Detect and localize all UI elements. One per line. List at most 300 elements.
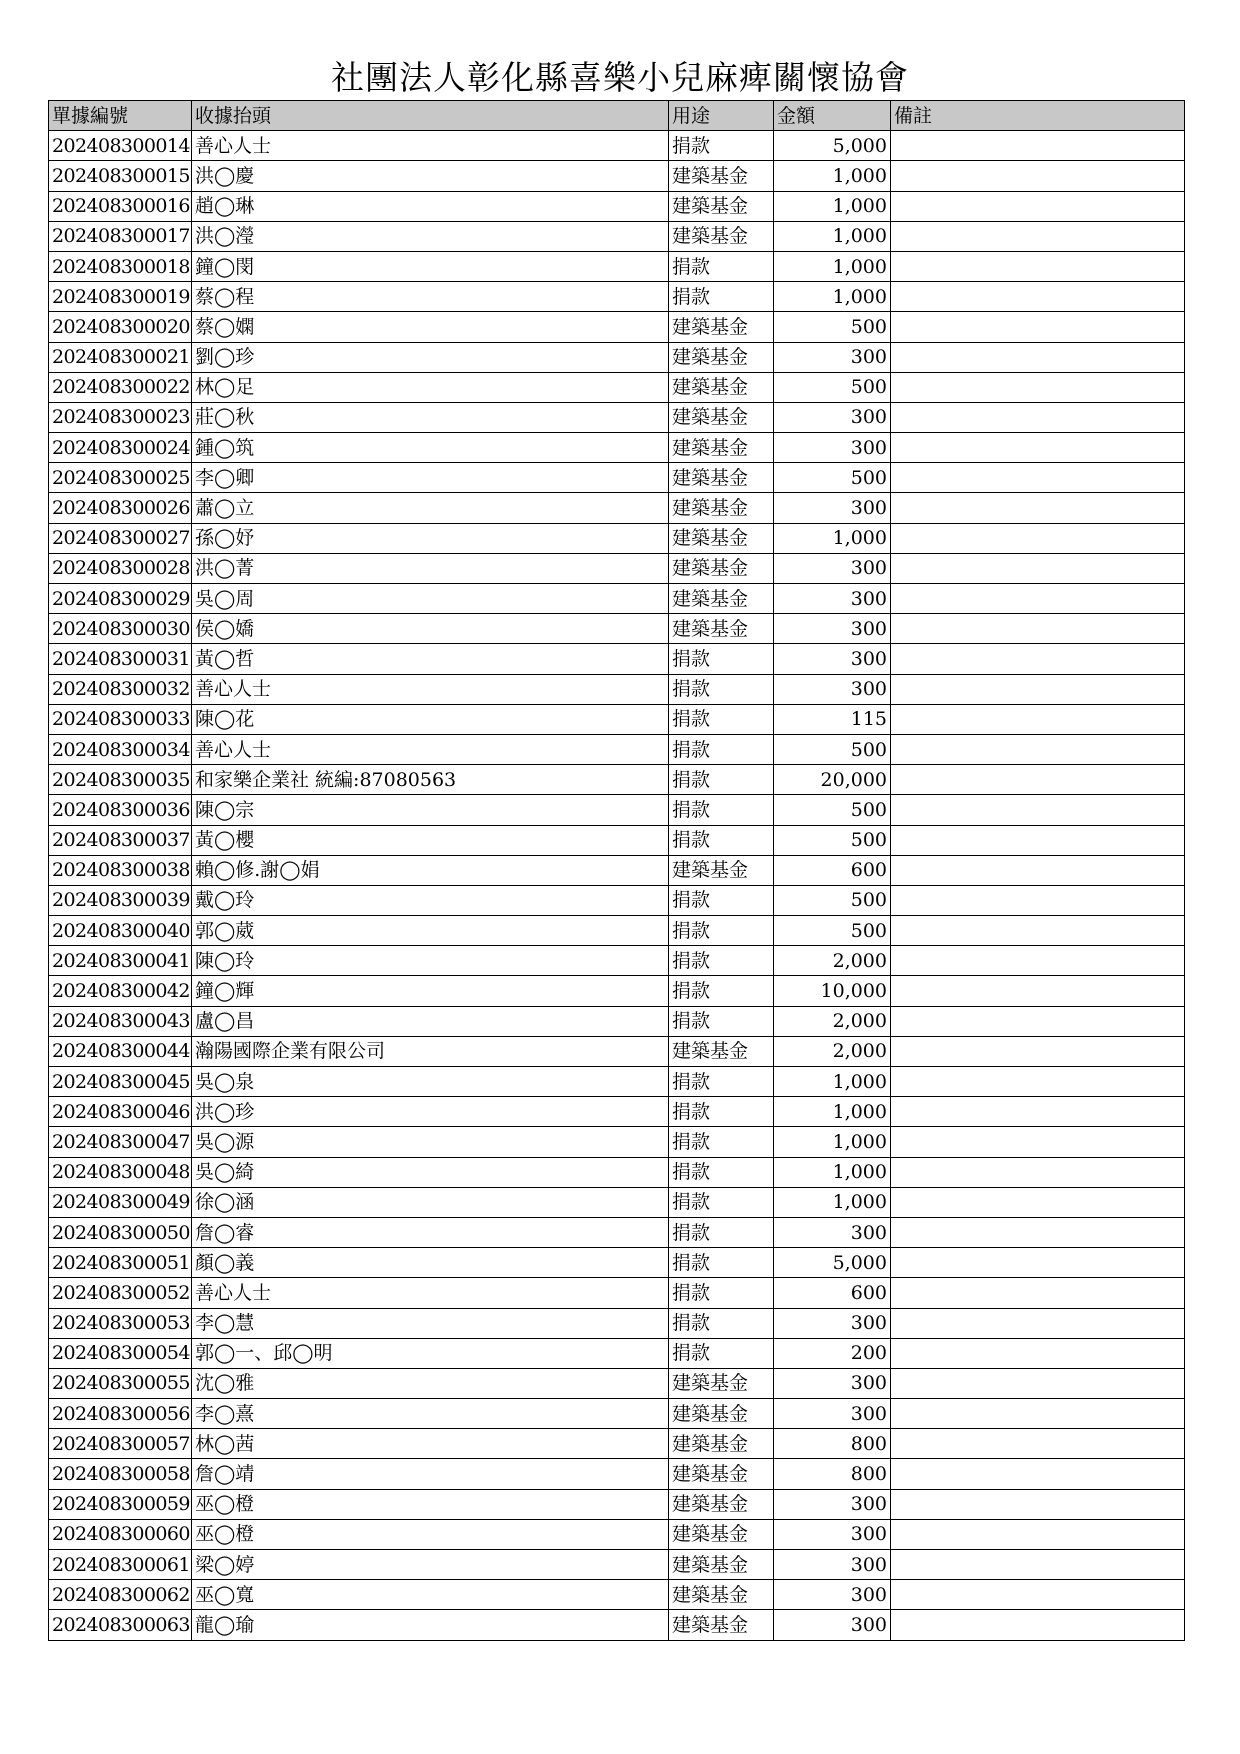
purpose-cell: 建築基金 <box>669 1489 774 1519</box>
table-row <box>49 312 1185 342</box>
remark-cell <box>891 1580 1185 1610</box>
remark-cell <box>891 282 1185 312</box>
table-row <box>49 1127 1185 1157</box>
table-row <box>49 765 1185 795</box>
purpose-cell: 建築基金 <box>669 402 774 432</box>
payer-cell: 洪◯菁 <box>192 553 669 583</box>
table-row <box>49 1308 1185 1338</box>
purpose-cell: 建築基金 <box>669 584 774 614</box>
receipt-no-cell: 202408300020 <box>49 312 192 342</box>
amount-cell: 1,000 <box>774 523 891 553</box>
table-row <box>49 1157 1185 1187</box>
remark-cell <box>891 1036 1185 1066</box>
receipt-no-cell: 202408300041 <box>49 946 192 976</box>
amount-cell: 300 <box>774 342 891 372</box>
payer-cell: 和家樂企業社 統編:87080563 <box>192 765 669 795</box>
payer-cell: 巫◯橙 <box>192 1489 669 1519</box>
receipt-no-cell: 202408300040 <box>49 916 192 946</box>
amount-cell: 300 <box>774 493 891 523</box>
amount-cell: 300 <box>774 674 891 704</box>
remark-cell <box>891 523 1185 553</box>
table-row <box>49 523 1185 553</box>
table-row <box>49 342 1185 372</box>
purpose-cell: 建築基金 <box>669 463 774 493</box>
receipt-no-cell: 202408300053 <box>49 1308 192 1338</box>
table-row <box>49 191 1185 221</box>
purpose-cell: 建築基金 <box>669 614 774 644</box>
amount-cell: 10,000 <box>774 976 891 1006</box>
remark-cell <box>891 825 1185 855</box>
remark-cell <box>891 1459 1185 1489</box>
receipt-no-cell: 202408300027 <box>49 523 192 553</box>
receipt-no-cell: 202408300033 <box>49 704 192 734</box>
payer-cell: 吳◯泉 <box>192 1067 669 1097</box>
receipt-no-cell: 202408300019 <box>49 282 192 312</box>
table-row <box>49 1610 1185 1640</box>
table-row <box>49 976 1185 1006</box>
remark-cell <box>891 734 1185 764</box>
amount-cell: 500 <box>774 916 891 946</box>
purpose-cell: 建築基金 <box>669 553 774 583</box>
table-row <box>49 402 1185 432</box>
amount-cell: 300 <box>774 1308 891 1338</box>
payer-cell: 巫◯橙 <box>192 1519 669 1549</box>
receipt-no-cell: 202408300017 <box>49 221 192 251</box>
remark-cell <box>891 402 1185 432</box>
remark-cell <box>891 191 1185 221</box>
payer-cell: 鍾◯筑 <box>192 433 669 463</box>
amount-cell: 300 <box>774 584 891 614</box>
page-title: 社團法人彰化縣喜樂小兒麻痺關懷協會 <box>331 58 909 97</box>
table-row <box>49 795 1185 825</box>
receipt-no-cell: 202408300021 <box>49 342 192 372</box>
receipt-no-cell: 202408300028 <box>49 553 192 583</box>
amount-cell: 500 <box>774 795 891 825</box>
amount-cell: 1,000 <box>774 1097 891 1127</box>
purpose-cell: 建築基金 <box>669 433 774 463</box>
receipt-no-cell: 202408300051 <box>49 1248 192 1278</box>
purpose-cell: 建築基金 <box>669 312 774 342</box>
receipt-no-cell: 202408300036 <box>49 795 192 825</box>
receipt-no-cell: 202408300023 <box>49 402 192 432</box>
table-row <box>49 1399 1185 1429</box>
purpose-cell: 捐款 <box>669 916 774 946</box>
amount-cell: 300 <box>774 553 891 583</box>
amount-cell: 1,000 <box>774 161 891 191</box>
payer-cell: 蕭◯立 <box>192 493 669 523</box>
remark-cell <box>891 131 1185 161</box>
remark-cell <box>891 1308 1185 1338</box>
amount-cell: 5,000 <box>774 1248 891 1278</box>
payer-cell: 林◯茜 <box>192 1429 669 1459</box>
receipt-no-cell: 202408300048 <box>49 1157 192 1187</box>
payer-cell: 林◯足 <box>192 372 669 402</box>
amount-cell: 800 <box>774 1459 891 1489</box>
purpose-cell: 建築基金 <box>669 161 774 191</box>
purpose-cell: 建築基金 <box>669 1580 774 1610</box>
remark-cell <box>891 1550 1185 1580</box>
remark-cell <box>891 1127 1185 1157</box>
receipt-no-cell: 202408300062 <box>49 1580 192 1610</box>
purpose-cell: 捐款 <box>669 1097 774 1127</box>
receipt-no-cell: 202408300030 <box>49 614 192 644</box>
remark-cell <box>891 704 1185 734</box>
amount-cell: 600 <box>774 1278 891 1308</box>
purpose-cell: 捐款 <box>669 674 774 704</box>
amount-cell: 500 <box>774 372 891 402</box>
payer-cell: 吳◯周 <box>192 584 669 614</box>
receipt-no-cell: 202408300016 <box>49 191 192 221</box>
table-row <box>49 553 1185 583</box>
remark-cell <box>891 1097 1185 1127</box>
payer-cell: 賴◯修.謝◯娟 <box>192 855 669 885</box>
table-row <box>49 1278 1185 1308</box>
receipt-no-cell: 202408300057 <box>49 1429 192 1459</box>
receipt-no-cell: 202408300046 <box>49 1097 192 1127</box>
receipt-no-cell: 202408300058 <box>49 1459 192 1489</box>
purpose-cell: 捐款 <box>669 885 774 915</box>
table-row <box>49 282 1185 312</box>
purpose-cell: 建築基金 <box>669 1459 774 1489</box>
payer-cell: 鐘◯閔 <box>192 251 669 281</box>
header-amount: 金額 <box>774 101 891 131</box>
table-row <box>49 221 1185 251</box>
table-row <box>49 1036 1185 1066</box>
receipt-no-cell: 202408300031 <box>49 644 192 674</box>
amount-cell: 1,000 <box>774 1157 891 1187</box>
table-row <box>49 1338 1185 1368</box>
purpose-cell: 建築基金 <box>669 342 774 372</box>
payer-cell: 鐘◯輝 <box>192 976 669 1006</box>
table-row <box>49 584 1185 614</box>
remark-cell <box>891 1248 1185 1278</box>
receipt-no-cell: 202408300050 <box>49 1217 192 1247</box>
amount-cell: 300 <box>774 1610 891 1640</box>
payer-cell: 蔡◯嫻 <box>192 312 669 342</box>
purpose-cell: 捐款 <box>669 734 774 764</box>
amount-cell: 1,000 <box>774 191 891 221</box>
receipt-no-cell: 202408300043 <box>49 1006 192 1036</box>
table-row <box>49 1459 1185 1489</box>
purpose-cell: 建築基金 <box>669 1429 774 1459</box>
remark-cell <box>891 1067 1185 1097</box>
remark-cell <box>891 342 1185 372</box>
receipt-no-cell: 202408300026 <box>49 493 192 523</box>
receipt-no-cell: 202408300054 <box>49 1338 192 1368</box>
payer-cell: 盧◯昌 <box>192 1006 669 1036</box>
remark-cell <box>891 674 1185 704</box>
amount-cell: 2,000 <box>774 1036 891 1066</box>
amount-cell: 300 <box>774 614 891 644</box>
remark-cell <box>891 372 1185 402</box>
receipt-no-cell: 202408300059 <box>49 1489 192 1519</box>
amount-cell: 200 <box>774 1338 891 1368</box>
payer-cell: 李◯卿 <box>192 463 669 493</box>
purpose-cell: 捐款 <box>669 1067 774 1097</box>
purpose-cell: 捐款 <box>669 1006 774 1036</box>
purpose-cell: 捐款 <box>669 795 774 825</box>
receipt-no-cell: 202408300061 <box>49 1550 192 1580</box>
amount-cell: 300 <box>774 1368 891 1398</box>
receipt-no-cell: 202408300034 <box>49 734 192 764</box>
header-purpose: 用途 <box>669 101 774 131</box>
table-row <box>49 946 1185 976</box>
amount-cell: 5,000 <box>774 131 891 161</box>
table-row <box>49 704 1185 734</box>
table-row <box>49 1097 1185 1127</box>
remark-cell <box>891 1610 1185 1640</box>
remark-cell <box>891 916 1185 946</box>
purpose-cell: 建築基金 <box>669 372 774 402</box>
payer-cell: 洪◯瀅 <box>192 221 669 251</box>
table-row <box>49 1067 1185 1097</box>
payer-cell: 顏◯義 <box>192 1248 669 1278</box>
payer-cell: 趙◯琳 <box>192 191 669 221</box>
remark-cell <box>891 1429 1185 1459</box>
receipt-no-cell: 202408300052 <box>49 1278 192 1308</box>
receipt-no-cell: 202408300060 <box>49 1519 192 1549</box>
receipts-table <box>48 100 1185 1641</box>
purpose-cell: 捐款 <box>669 1308 774 1338</box>
table-row <box>49 463 1185 493</box>
remark-cell <box>891 312 1185 342</box>
purpose-cell: 捐款 <box>669 282 774 312</box>
payer-cell: 陳◯花 <box>192 704 669 734</box>
amount-cell: 2,000 <box>774 1006 891 1036</box>
payer-cell: 沈◯雅 <box>192 1368 669 1398</box>
remark-cell <box>891 1519 1185 1549</box>
receipt-no-cell: 202408300014 <box>49 131 192 161</box>
payer-cell: 龍◯瑜 <box>192 1610 669 1640</box>
receipt-no-cell: 202408300037 <box>49 825 192 855</box>
purpose-cell: 捐款 <box>669 1187 774 1217</box>
receipt-no-cell: 202408300035 <box>49 765 192 795</box>
header-receipt-no: 單據編號 <box>49 101 192 131</box>
purpose-cell: 建築基金 <box>669 1036 774 1066</box>
remark-cell <box>891 1368 1185 1398</box>
amount-cell: 500 <box>774 734 891 764</box>
purpose-cell: 建築基金 <box>669 1368 774 1398</box>
payer-cell: 善心人士 <box>192 674 669 704</box>
receipt-no-cell: 202408300042 <box>49 976 192 1006</box>
payer-cell: 戴◯玲 <box>192 885 669 915</box>
payer-cell: 詹◯睿 <box>192 1217 669 1247</box>
amount-cell: 1,000 <box>774 1127 891 1157</box>
payer-cell: 黃◯哲 <box>192 644 669 674</box>
remark-cell <box>891 1187 1185 1217</box>
header-remark: 備註 <box>891 101 1185 131</box>
payer-cell: 陳◯宗 <box>192 795 669 825</box>
amount-cell: 600 <box>774 855 891 885</box>
purpose-cell: 捐款 <box>669 946 774 976</box>
table-row <box>49 1217 1185 1247</box>
amount-cell: 1,000 <box>774 1067 891 1097</box>
receipt-no-cell: 202408300055 <box>49 1368 192 1398</box>
table-row <box>49 1006 1185 1036</box>
remark-cell <box>891 885 1185 915</box>
amount-cell: 500 <box>774 825 891 855</box>
remark-cell <box>891 765 1185 795</box>
receipt-no-cell: 202408300025 <box>49 463 192 493</box>
table-row <box>49 885 1185 915</box>
receipt-no-cell: 202408300063 <box>49 1610 192 1640</box>
receipt-no-cell: 202408300056 <box>49 1399 192 1429</box>
purpose-cell: 捐款 <box>669 765 774 795</box>
remark-cell <box>891 1157 1185 1187</box>
remark-cell <box>891 1217 1185 1247</box>
payer-cell: 郭◯葳 <box>192 916 669 946</box>
remark-cell <box>891 221 1185 251</box>
table-row <box>49 1550 1185 1580</box>
purpose-cell: 建築基金 <box>669 1399 774 1429</box>
amount-cell: 300 <box>774 402 891 432</box>
amount-cell: 300 <box>774 644 891 674</box>
receipt-no-cell: 202408300044 <box>49 1036 192 1066</box>
table-row <box>49 433 1185 463</box>
remark-cell <box>891 553 1185 583</box>
receipt-no-cell: 202408300015 <box>49 161 192 191</box>
table-row <box>49 251 1185 281</box>
remark-cell <box>891 795 1185 825</box>
receipt-no-cell: 202408300018 <box>49 251 192 281</box>
remark-cell <box>891 1278 1185 1308</box>
payer-cell: 黃◯櫻 <box>192 825 669 855</box>
receipt-no-cell: 202408300024 <box>49 433 192 463</box>
purpose-cell: 建築基金 <box>669 1610 774 1640</box>
payer-cell: 詹◯靖 <box>192 1459 669 1489</box>
remark-cell <box>891 463 1185 493</box>
remark-cell <box>891 1489 1185 1519</box>
amount-cell: 800 <box>774 1429 891 1459</box>
remark-cell <box>891 614 1185 644</box>
purpose-cell: 捐款 <box>669 976 774 1006</box>
purpose-cell: 捐款 <box>669 704 774 734</box>
payer-cell: 莊◯秋 <box>192 402 669 432</box>
table-row <box>49 1187 1185 1217</box>
payer-cell: 侯◯嬌 <box>192 614 669 644</box>
receipt-no-cell: 202408300029 <box>49 584 192 614</box>
receipt-no-cell: 202408300049 <box>49 1187 192 1217</box>
remark-cell <box>891 433 1185 463</box>
amount-cell: 300 <box>774 1489 891 1519</box>
purpose-cell: 建築基金 <box>669 493 774 523</box>
remark-cell <box>891 855 1185 885</box>
table-row <box>49 1429 1185 1459</box>
purpose-cell: 捐款 <box>669 131 774 161</box>
purpose-cell: 捐款 <box>669 1127 774 1157</box>
purpose-cell: 建築基金 <box>669 855 774 885</box>
amount-cell: 2,000 <box>774 946 891 976</box>
payer-cell: 孫◯妤 <box>192 523 669 553</box>
purpose-cell: 捐款 <box>669 1248 774 1278</box>
amount-cell: 500 <box>774 312 891 342</box>
amount-cell: 1,000 <box>774 1187 891 1217</box>
remark-cell <box>891 946 1185 976</box>
receipt-no-cell: 202408300038 <box>49 855 192 885</box>
amount-cell: 300 <box>774 433 891 463</box>
payer-cell: 郭◯一、邱◯明 <box>192 1338 669 1368</box>
table-header-row <box>49 101 1185 131</box>
purpose-cell: 捐款 <box>669 251 774 281</box>
table-row <box>49 372 1185 402</box>
payer-cell: 洪◯珍 <box>192 1097 669 1127</box>
remark-cell <box>891 493 1185 523</box>
purpose-cell: 捐款 <box>669 1157 774 1187</box>
table-row <box>49 855 1185 885</box>
remark-cell <box>891 251 1185 281</box>
purpose-cell: 建築基金 <box>669 191 774 221</box>
purpose-cell: 捐款 <box>669 825 774 855</box>
payer-cell: 善心人士 <box>192 734 669 764</box>
header-payer: 收據抬頭 <box>192 101 669 131</box>
receipt-no-cell: 202408300047 <box>49 1127 192 1157</box>
table-row <box>49 614 1185 644</box>
table-row <box>49 916 1185 946</box>
receipt-no-cell: 202408300032 <box>49 674 192 704</box>
purpose-cell: 建築基金 <box>669 1519 774 1549</box>
amount-cell: 1,000 <box>774 251 891 281</box>
amount-cell: 300 <box>774 1550 891 1580</box>
payer-cell: 吳◯源 <box>192 1127 669 1157</box>
payer-cell: 徐◯涵 <box>192 1187 669 1217</box>
payer-cell: 蔡◯程 <box>192 282 669 312</box>
receipt-no-cell: 202408300022 <box>49 372 192 402</box>
amount-cell: 300 <box>774 1580 891 1610</box>
payer-cell: 李◯慧 <box>192 1308 669 1338</box>
table-row <box>49 1519 1185 1549</box>
purpose-cell: 捐款 <box>669 1217 774 1247</box>
table-row <box>49 644 1185 674</box>
amount-cell: 300 <box>774 1217 891 1247</box>
payer-cell: 劉◯珍 <box>192 342 669 372</box>
purpose-cell: 建築基金 <box>669 221 774 251</box>
payer-cell: 梁◯婷 <box>192 1550 669 1580</box>
amount-cell: 500 <box>774 463 891 493</box>
purpose-cell: 建築基金 <box>669 1550 774 1580</box>
table-row <box>49 131 1185 161</box>
table-body <box>49 131 1185 1640</box>
remark-cell <box>891 644 1185 674</box>
payer-cell: 李◯熹 <box>192 1399 669 1429</box>
amount-cell: 1,000 <box>774 221 891 251</box>
table-row <box>49 1248 1185 1278</box>
remark-cell <box>891 584 1185 614</box>
purpose-cell: 建築基金 <box>669 523 774 553</box>
amount-cell: 300 <box>774 1519 891 1549</box>
amount-cell: 1,000 <box>774 282 891 312</box>
table-row <box>49 734 1185 764</box>
table-row <box>49 1489 1185 1519</box>
amount-cell: 300 <box>774 1399 891 1429</box>
payer-cell: 巫◯寬 <box>192 1580 669 1610</box>
remark-cell <box>891 976 1185 1006</box>
remark-cell <box>891 1006 1185 1036</box>
table-row <box>49 493 1185 523</box>
purpose-cell: 捐款 <box>669 1278 774 1308</box>
table-row <box>49 1368 1185 1398</box>
amount-cell: 115 <box>774 704 891 734</box>
purpose-cell: 捐款 <box>669 644 774 674</box>
remark-cell <box>891 1338 1185 1368</box>
table-row <box>49 161 1185 191</box>
payer-cell: 吳◯綺 <box>192 1157 669 1187</box>
table-row <box>49 674 1185 704</box>
purpose-cell: 捐款 <box>669 1338 774 1368</box>
payer-cell: 善心人士 <box>192 131 669 161</box>
amount-cell: 20,000 <box>774 765 891 795</box>
amount-cell: 500 <box>774 885 891 915</box>
payer-cell: 善心人士 <box>192 1278 669 1308</box>
